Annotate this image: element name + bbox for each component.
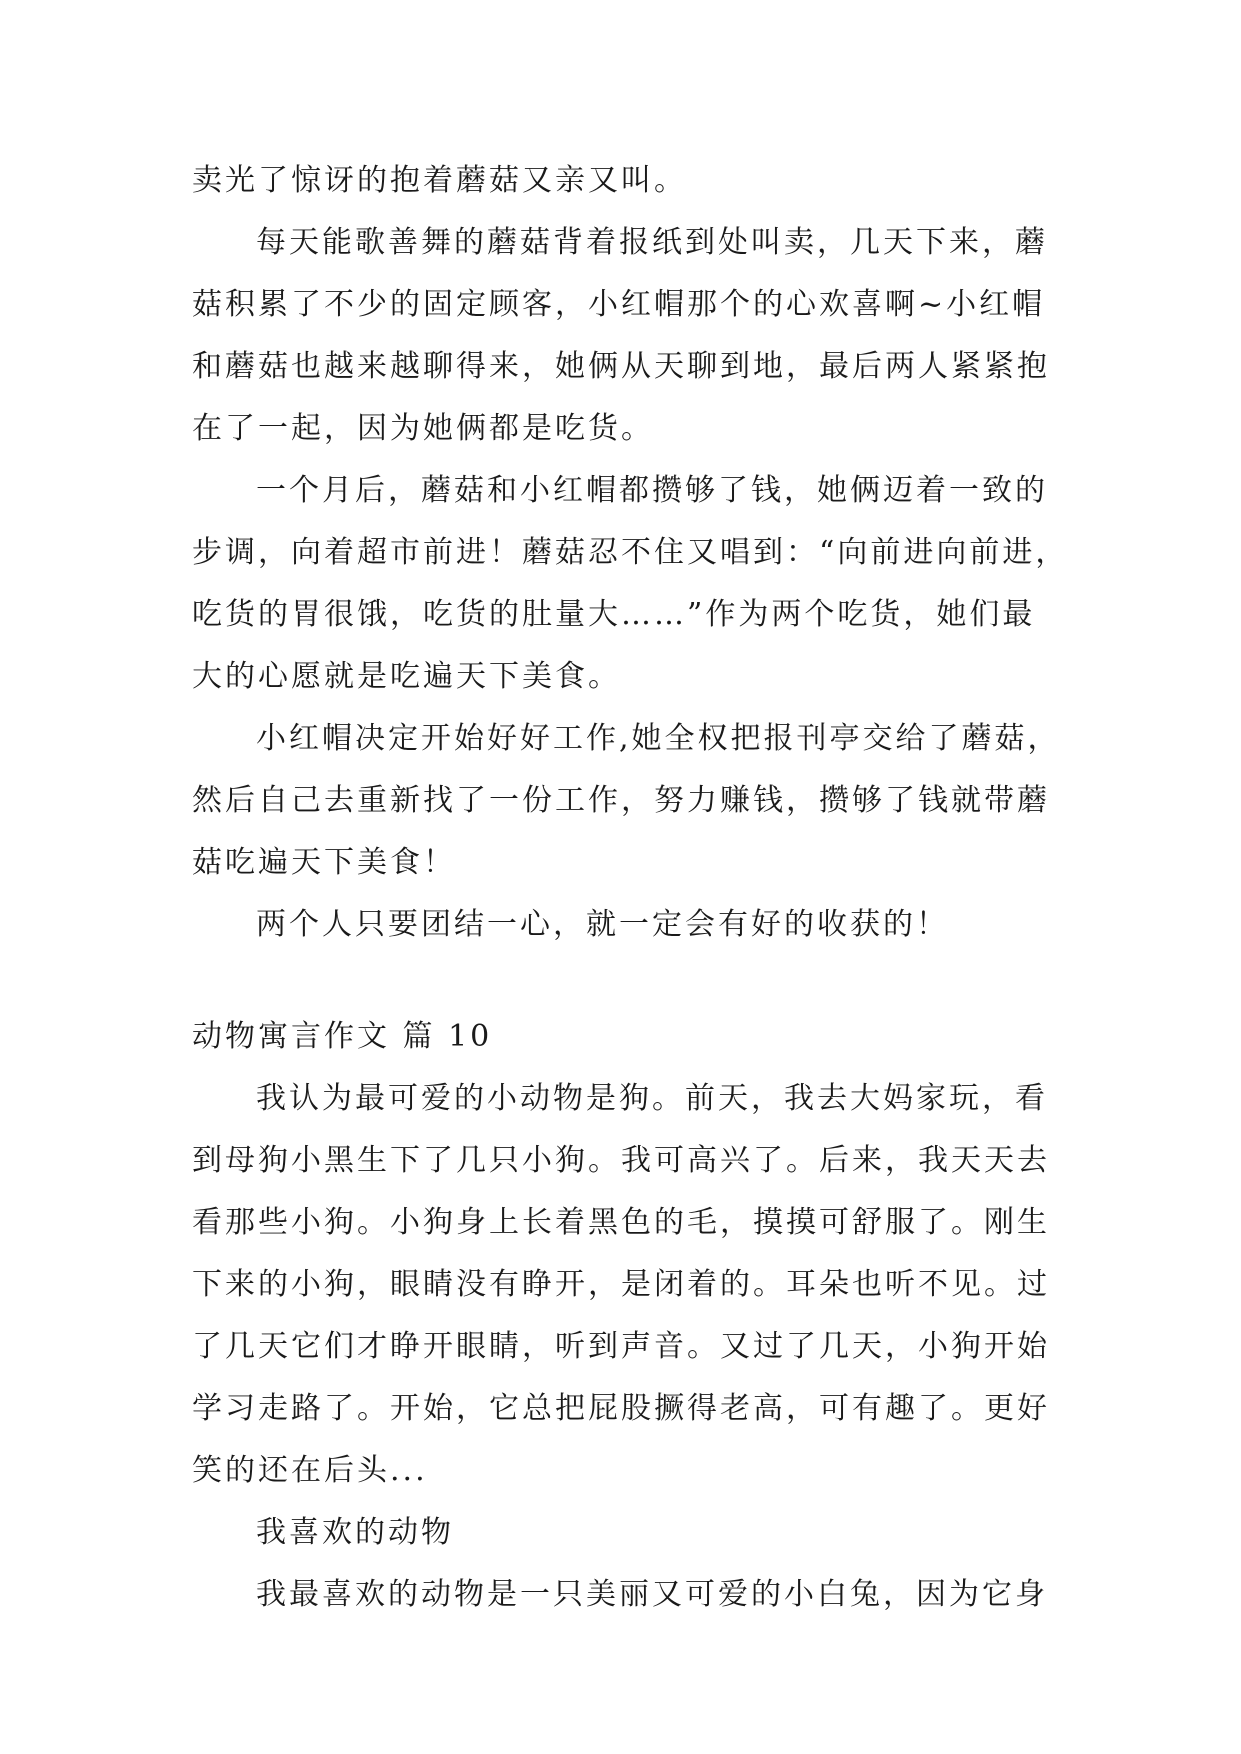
text-line: 然后自己去重新找了一份工作，努力赚钱，攒够了钱就带蘑 [192,783,1050,818]
text-line: 到母狗小黑生下了几只小狗。我可高兴了。后来，我天天去 [192,1143,1050,1178]
text-line: 我喜欢的动物 [256,1515,454,1550]
text-line: 下来的小狗，眼睛没有睁开，是闭着的。耳朵也听不见。过 [192,1267,1050,1302]
paragraph [192,150,1052,212]
text-line: 吃货的胃很饿，吃货的肚量大……”作为两个吃货，她们最 [192,597,1036,632]
essay-section-10 [192,1068,1052,1626]
paragraph [192,212,1052,460]
text-line: 了几天它们才睁开眼睛，听到声音。又过了几天，小狗开始 [192,1329,1050,1364]
text-line: 每天能歌善舞的蘑菇背着报纸到处叫卖，几天下来，蘑 [256,225,1048,260]
text-line: 我认为最可爱的小动物是狗。前天，我去大妈家玩，看 [256,1081,1048,1116]
text-line: 和蘑菇也越来越聊得来，她俩从天聊到地，最后两人紧紧抱 [192,349,1050,384]
text-line: 学习走路了。开始，它总把屁股撅得老高，可有趣了。更好 [192,1391,1050,1426]
text-line: 卖光了惊讶的抱着蘑菇又亲又叫。 [192,163,687,198]
text-line: 小红帽决定开始好好工作,她全权把报刊亭交给了蘑菇， [256,721,1061,756]
text-line: 笑的还在后头... [192,1453,428,1488]
text-line: 我最喜欢的动物是一只美丽又可爱的小白兔，因为它身 [256,1577,1048,1612]
paragraph [192,1564,1052,1626]
section-spacer [192,956,1052,1006]
text-line: 在了一起，因为她俩都是吃货。 [192,411,654,446]
paragraph [192,1068,1052,1502]
text-line: 大的心愿就是吃遍天下美食。 [192,659,621,694]
story-continuation [192,150,1069,956]
text-line: 两个人只要团结一心，就一定会有好的收获的！ [256,907,949,942]
text-line: 步调，向着超市前进！蘑菇忍不住又唱到：“向前进向前进， [192,535,1069,570]
paragraph [192,460,1069,708]
text-line: 看那些小狗。小狗身上长着黑色的毛，摸摸可舒服了。刚生 [192,1205,1050,1240]
text-line: 菇吃遍天下美食！ [192,845,456,880]
text-line: 一个月后，蘑菇和小红帽都攒够了钱，她俩迈着一致的 [256,473,1048,508]
text-line: 菇积累了不少的固定顾客，小红帽那个的心欢喜啊~小红帽 [192,287,1046,322]
paragraph [192,1502,1052,1564]
paragraph [192,894,1052,956]
paragraph [192,708,1061,894]
section-heading: 动物寓言作文 篇 10 [192,1019,493,1054]
document-page [192,150,1069,1626]
